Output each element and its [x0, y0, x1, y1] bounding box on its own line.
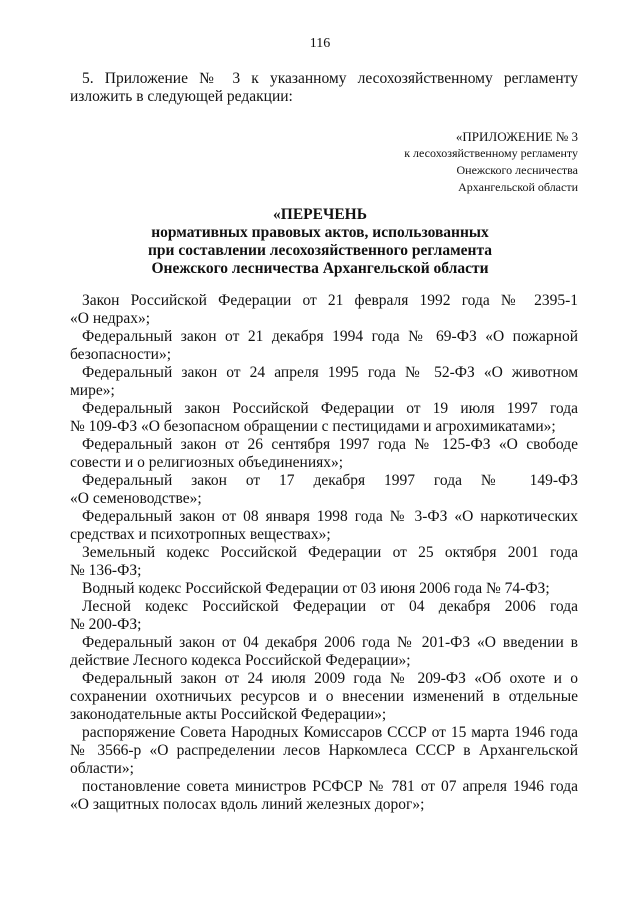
legal-act-line: № 109-ФЗ «О безопасном обращении с пестицидами и агрохимикатами»; — [70, 418, 556, 435]
appendix-header-line: Онежского лесничества — [456, 163, 578, 177]
legal-act-line: Федеральный закон Российской Федерации от 19 июля 1997 года — [82, 400, 578, 417]
legal-act-line: Федеральный закон от 17 декабря 1997 года № 149-ФЗ — [82, 472, 578, 489]
legal-act-line: № 200-ФЗ; — [70, 616, 142, 633]
legal-act-line: Федеральный закон от 24 июля 2009 года № 209-ФЗ «Об охоте и о — [82, 670, 578, 687]
appendix-header-line: «ПРИЛОЖЕНИЕ № 3 — [455, 129, 578, 144]
legal-act-line: Федеральный закон от 21 декабря 1994 года № 69-ФЗ «О пожарной — [82, 328, 578, 345]
legal-act-entry — [70, 634, 578, 670]
legal-act-line: законодательные акты Российской Федерации»; — [70, 706, 387, 723]
legal-act-line: совести и о религиозных объединениях»; — [70, 454, 344, 471]
legal-act-line: Земельный кодекс Российской Федерации от 25 октября 2001 года — [82, 544, 578, 561]
legal-act-line: мире»; — [70, 382, 115, 399]
appendix-header-line: к лесохозяйственному регламенту — [404, 146, 578, 160]
legal-act-line: Закон Российской Федерации от 21 февраля 1992 года № 2395-1 — [82, 292, 578, 309]
legal-act-entry — [70, 544, 578, 580]
title-line: нормативных правовых актов, использованных — [151, 224, 489, 241]
appendix-header — [278, 128, 578, 196]
legal-act-line: распоряжение Совета Народных Комиссаров СССР от 15 марта 1946 года — [82, 724, 578, 741]
legal-act-entry — [70, 724, 578, 778]
legal-act-line: «О защитных полосах вдоль линий железных дорог»; — [70, 796, 425, 813]
legal-act-entry — [70, 472, 578, 508]
legal-act-line: безопасности»; — [70, 346, 172, 363]
legal-act-entry — [70, 778, 578, 814]
legal-act-entry — [70, 364, 578, 400]
title-line: Онежского лесничества Архангельской области — [151, 260, 489, 277]
legal-act-entry — [70, 598, 578, 634]
amendment-paragraph: 5. Приложение № 3 к указанному лесохозяйственному регламенту изложить в следующей редакции: — [70, 70, 578, 105]
legal-act-entry — [70, 580, 578, 598]
document-title — [0, 206, 640, 278]
page-number: 116 — [309, 36, 331, 51]
legal-act-entry — [70, 436, 578, 472]
legal-act-line: Федеральный закон от 08 января 1998 года № 3-ФЗ «О наркотических — [82, 508, 578, 525]
legal-act-line: средствах и психотропных веществах»; — [70, 526, 331, 543]
legal-act-line: «О семеноводстве»; — [70, 490, 202, 507]
title-line: при составлении лесохозяйственного регламента — [147, 242, 493, 259]
appendix-header-line: Архангельской области — [458, 180, 578, 194]
legal-act-entry — [70, 508, 578, 544]
legal-act-line: Лесной кодекс Российской Федерации от 04 декабря 2006 года — [82, 598, 578, 615]
legal-act-line: «О недрах»; — [70, 310, 151, 327]
legal-act-line: Федеральный закон от 04 декабря 2006 года № 201-ФЗ «О введении в — [82, 634, 578, 651]
legal-act-line: области»; — [70, 760, 134, 777]
title-line: «ПЕРЕЧЕНЬ — [273, 206, 367, 223]
legal-acts-list — [70, 292, 578, 814]
legal-act-entry — [70, 292, 578, 328]
legal-act-line: сохранении охотничьих ресурсов и о внесении изменений в отдельные — [70, 688, 578, 705]
legal-act-line: № 3566-р «О распределении лесов Наркомлеса СССР в Архангельской — [70, 742, 578, 759]
legal-act-entry — [70, 400, 578, 436]
legal-act-entry — [70, 670, 578, 724]
legal-act-line: Федеральный закон от 26 сентября 1997 года № 125-ФЗ «О свободе — [82, 436, 578, 453]
legal-act-line: постановление совета министров РСФСР № 781 от 07 апреля 1946 года — [82, 778, 578, 795]
legal-act-line: № 136-ФЗ; — [70, 562, 142, 579]
legal-act-entry — [70, 328, 578, 364]
legal-act-line: Водный кодекс Российской Федерации от 03 июня 2006 года № 74-ФЗ; — [82, 580, 550, 597]
legal-act-line: Федеральный закон от 24 апреля 1995 года № 52-ФЗ «О животном — [82, 364, 578, 381]
legal-act-line: действие Лесного кодекса Российской Федерации»; — [70, 652, 411, 669]
